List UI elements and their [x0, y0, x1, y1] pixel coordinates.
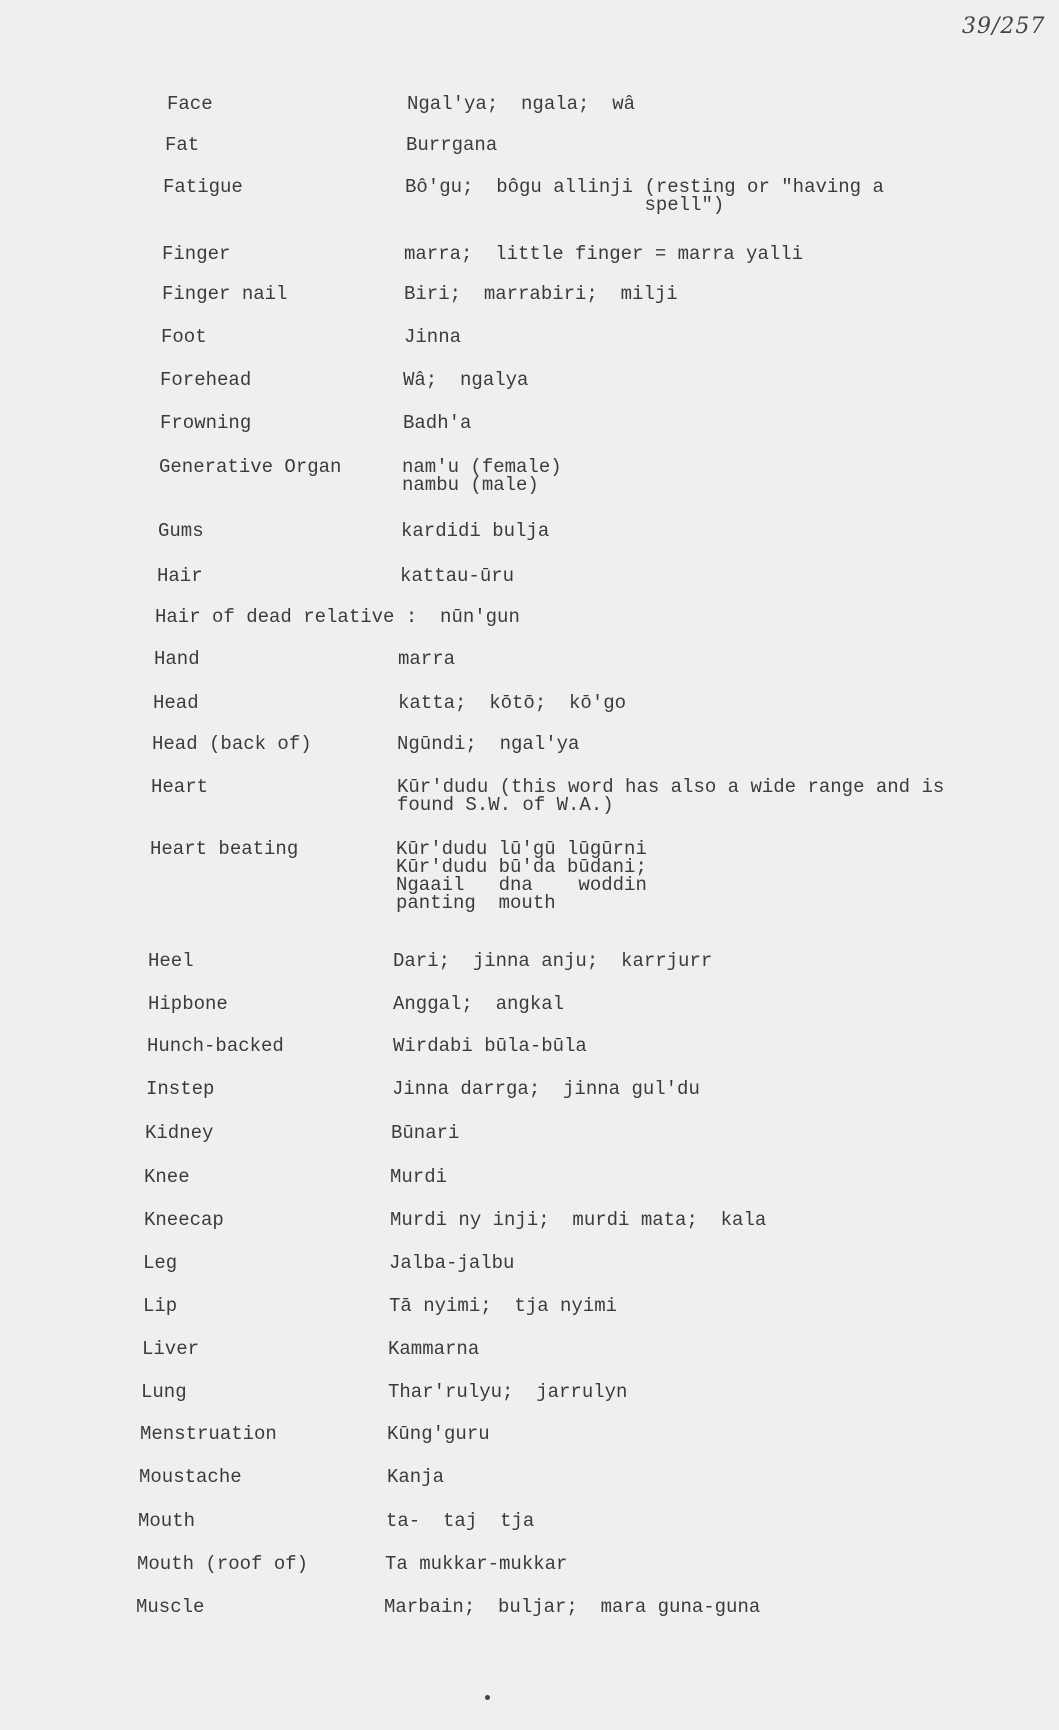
definition-line: Biri; marrabiri; milji — [404, 283, 678, 305]
definition-line: Kūr'dudu (this word has also a wide range and is — [397, 776, 945, 798]
definition-line: katta; kōtō; kō'go — [398, 692, 627, 714]
vocab-definition — [393, 952, 712, 971]
vocab-definition — [388, 1340, 479, 1359]
definition-line: Kūr'dudu bū'da būdani; — [396, 856, 647, 878]
vocab-definition — [390, 1211, 766, 1230]
vocab-term: Hunch-backed — [147, 1035, 284, 1057]
vocab-term: Fatigue — [163, 176, 243, 198]
vocab-definition — [403, 414, 471, 433]
vocab-term: Knee — [144, 1166, 190, 1188]
definition-line: Tā nyimi; tja nyimi — [389, 1295, 618, 1317]
vocab-term: Finger — [162, 243, 231, 265]
vocab-term: Menstruation — [140, 1423, 277, 1445]
vocab-definition — [396, 840, 647, 912]
vocab-term: Generative Organ — [159, 456, 342, 478]
definition-line: ta- taj tja — [386, 1510, 535, 1532]
vocab-definition — [402, 458, 562, 494]
definition-line: Kūr'dudu lū'gū lūgūrni — [396, 838, 647, 860]
vocab-definition — [387, 1425, 490, 1444]
vocab-term: Mouth — [138, 1510, 196, 1532]
definition-line: Murdi ny inji; murdi mata; kala — [390, 1209, 767, 1231]
definition-line: Ngūndi; ngal'ya — [397, 733, 580, 755]
vocab-term: Fat — [165, 134, 200, 156]
definition-line: Ta mukkar-mukkar — [385, 1553, 568, 1575]
definition-line: Wirdabi būla-būla — [393, 1035, 587, 1057]
definition-line: Kanja — [387, 1466, 445, 1488]
ink-dot — [485, 1695, 490, 1700]
definition-line: Thar'rulyu; jarrulyn — [388, 1381, 628, 1403]
definition-line: Bô'gu; bôgu allinji (resting or "having a — [405, 176, 884, 198]
vocab-definition — [389, 1297, 617, 1316]
vocab-term: Liver — [142, 1338, 200, 1360]
vocab-term: Lung — [141, 1381, 187, 1403]
vocab-term: Hand — [154, 648, 200, 670]
vocab-definition — [393, 1037, 587, 1056]
vocab-term: Hair — [157, 565, 203, 587]
vocab-definition — [404, 328, 461, 347]
vocab-term: Lip — [143, 1295, 178, 1317]
vocab-definition — [388, 1383, 627, 1402]
vocab-definition — [389, 1254, 514, 1273]
vocab-term: Head — [153, 692, 199, 714]
vocab-definition — [387, 1468, 444, 1487]
page-folio: 39/257 — [962, 14, 1046, 39]
vocab-term: Gums — [158, 520, 204, 542]
definition-line: Jinna — [404, 326, 462, 348]
definition-line: Kammarna — [388, 1338, 480, 1360]
vocab-definition — [384, 1598, 760, 1617]
vocab-term: Moustache — [139, 1466, 242, 1488]
definition-line: found S.W. of W.A.) — [397, 794, 614, 816]
vocab-definition — [391, 1124, 459, 1143]
vocab-definition — [397, 778, 944, 814]
vocab-definition — [404, 245, 803, 264]
vocab-term: Heel — [148, 950, 194, 972]
vocab-definition — [404, 285, 678, 304]
definition-line: marra — [398, 648, 456, 670]
definition-line: Marbain; buljar; mara guna-guna — [384, 1596, 761, 1618]
definition-line: Burrgana — [406, 134, 498, 156]
vocab-term: Head (back of) — [152, 733, 312, 755]
vocab-term: Leg — [143, 1252, 178, 1274]
definition-line: Ngaail dna woddin — [396, 874, 647, 896]
definition-line: Badh'a — [403, 412, 472, 434]
definition-line: Jinna darrga; jinna gul'du — [392, 1078, 700, 1100]
vocab-definition — [385, 1555, 567, 1574]
vocab-definition — [398, 694, 626, 713]
definition-line: Kūng'guru — [387, 1423, 490, 1445]
definition-line: kattau-ūru — [400, 565, 515, 587]
vocab-definition — [403, 371, 528, 390]
vocab-term: Forehead — [160, 369, 252, 391]
vocab-term: Mouth (roof of) — [137, 1553, 309, 1575]
inline-entry-hair-of-dead-relative: Hair of dead relative : nūn'gun — [155, 606, 520, 628]
vocab-term: Kneecap — [144, 1209, 224, 1231]
vocab-definition — [407, 95, 635, 114]
definition-line: kardidi bulja — [401, 520, 550, 542]
vocab-definition — [390, 1168, 447, 1187]
definition-line: nam'u (female) — [402, 456, 562, 478]
vocab-term: Muscle — [136, 1596, 205, 1618]
definition-line: spell") — [405, 194, 725, 216]
vocab-term: Face — [167, 93, 213, 115]
vocab-term: Heart — [151, 776, 209, 798]
vocab-definition — [392, 1080, 700, 1099]
vocab-definition — [397, 735, 579, 754]
vocab-definition — [406, 136, 497, 155]
definition-line: Ngal'ya; ngala; wâ — [407, 93, 636, 115]
definition-line: Būnari — [391, 1122, 460, 1144]
vocab-term: Instep — [146, 1078, 215, 1100]
vocab-term: Finger nail — [162, 283, 288, 305]
vocab-term: Frowning — [160, 412, 252, 434]
definition-line: marra; little finger = marra yalli — [404, 243, 804, 265]
vocab-definition — [393, 995, 564, 1014]
vocab-definition — [398, 650, 455, 669]
definition-line: Dari; jinna anju; karrjurr — [393, 950, 713, 972]
definition-line: Jalba-jalbu — [389, 1252, 515, 1274]
definition-line: Murdi — [390, 1166, 448, 1188]
vocab-term: Kidney — [145, 1122, 214, 1144]
vocab-term: Foot — [161, 326, 207, 348]
vocab-definition — [400, 567, 514, 586]
vocab-term: Hipbone — [148, 993, 228, 1015]
vocab-term: Heart beating — [150, 838, 299, 860]
vocab-definition — [401, 522, 549, 541]
definition-line: nambu (male) — [402, 474, 539, 496]
definition-line: Anggal; angkal — [393, 993, 565, 1015]
definition-line: panting mouth — [396, 892, 556, 914]
vocab-definition — [405, 178, 884, 214]
vocab-definition — [386, 1512, 534, 1531]
definition-line: Wâ; ngalya — [403, 369, 529, 391]
